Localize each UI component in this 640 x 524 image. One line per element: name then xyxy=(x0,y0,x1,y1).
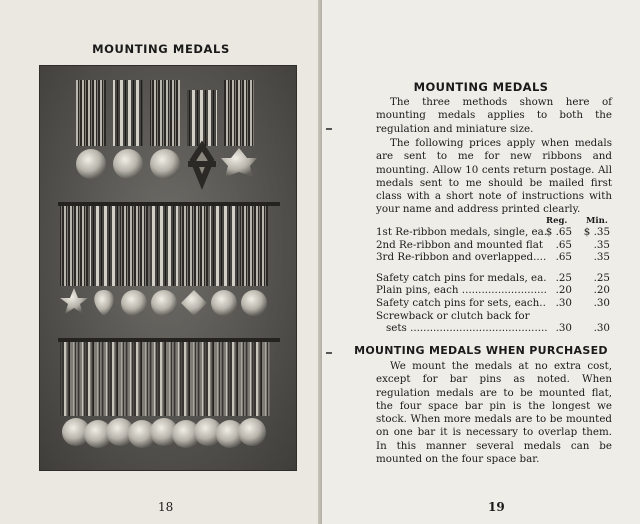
price-row xyxy=(376,322,612,335)
price-min: .20 xyxy=(593,284,610,297)
price-label: Screwback or clutch back for xyxy=(376,309,530,322)
right-page-title: MOUNTING MEDALS xyxy=(413,80,549,94)
medal-row-1 xyxy=(76,80,257,182)
price-reg: .65 xyxy=(555,251,572,264)
section-heading-purchased: MOUNTING MEDALS WHEN PURCHASED xyxy=(354,344,608,357)
col-reg-header: Reg. xyxy=(546,216,568,226)
price-min: $ .35 xyxy=(583,226,610,238)
col-min-header: Min. xyxy=(586,216,608,226)
medal-row-3 xyxy=(58,338,280,448)
price-label: 1st Re-ribbon medals, single, ea. xyxy=(376,226,548,238)
price-reg: .30 xyxy=(555,296,572,309)
intro-paragraph-text: The three methods shown here of mounting medals applies to both the regulation and miniature size. xyxy=(376,96,612,135)
price-label: 2nd Re-ribbon and mounted flat xyxy=(376,238,543,251)
price-label: 3rd Re-ribbon and overlapped.... xyxy=(376,251,547,264)
purchased-paragraph xyxy=(376,360,612,466)
price-min: .35 xyxy=(593,251,610,264)
intro-paragraph xyxy=(376,96,612,136)
price-min: .25 xyxy=(593,271,610,284)
price-reg: .30 xyxy=(555,322,572,335)
price-min: .30 xyxy=(593,296,610,309)
price-row xyxy=(376,226,612,239)
price-row xyxy=(376,284,612,297)
binding-mark xyxy=(326,352,332,354)
price-reg: .25 xyxy=(555,271,572,284)
price-reg: .65 xyxy=(555,238,572,251)
page-number-right: 19 xyxy=(488,500,505,514)
price-reg: $ .65 xyxy=(545,226,572,238)
price-row xyxy=(376,272,612,285)
price-row xyxy=(376,310,612,323)
medals-illustration xyxy=(40,66,296,470)
medals-photo xyxy=(40,66,296,470)
binding-mark xyxy=(326,128,332,130)
page-number-left: 18 xyxy=(158,500,174,514)
price-label: Safety catch pins for medals, ea. xyxy=(376,271,547,284)
price-min: .35 xyxy=(593,238,610,251)
medal-row-2 xyxy=(58,202,280,316)
price-label: sets .......................................... xyxy=(386,322,548,335)
pricing-paragraph xyxy=(376,137,612,217)
price-row xyxy=(376,239,612,252)
price-row xyxy=(376,297,612,310)
pricing-paragraph-text: The following prices apply when medals are sent to me for new ribbons and mounting. Allow 10 cents return postage. All medals sent to me should be mailed first class with a short note of instructions with your name and address printed clearly. xyxy=(376,137,612,216)
price-min: .30 xyxy=(593,322,610,335)
price-label: Safety catch pins for sets, each.. xyxy=(376,296,546,309)
price-row xyxy=(376,251,612,264)
left-page-title: MOUNTING MEDALS xyxy=(92,42,230,56)
purchased-paragraph-text: We mount the medals at no extra cost, except for bar pins as noted. When regulation medals are to be mounted flat, the four space bar pin is the longest we stock. When more medals are to be mounted on one bar it is necessary to overlap them. In this manner several medals can be mounted on the four space bar. xyxy=(376,360,612,466)
right-page xyxy=(322,0,640,524)
price-reg: .20 xyxy=(555,284,572,297)
price-table xyxy=(376,226,612,335)
price-label: Plain pins, each .......................... xyxy=(376,284,547,297)
